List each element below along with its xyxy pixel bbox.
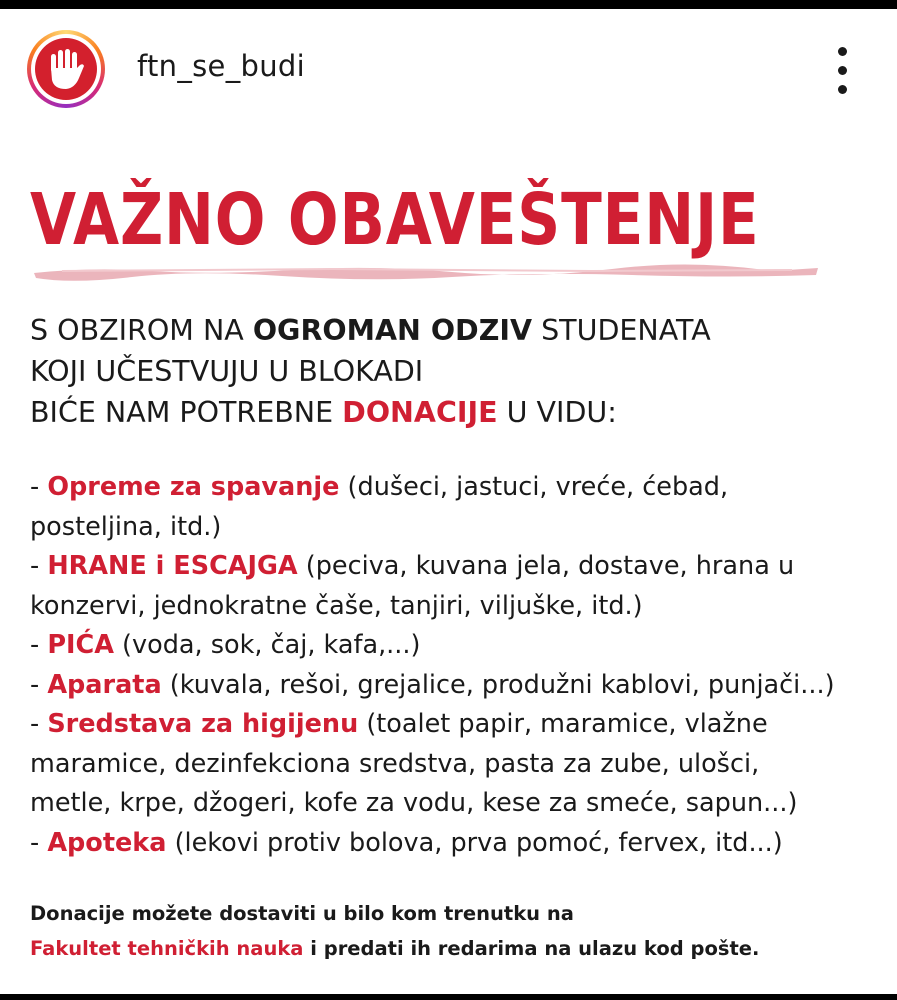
post-header: [0, 9, 897, 119]
brush-stroke-divider: [32, 262, 822, 282]
list-item: - Apoteka (lekovi protiv bolova, prva pomoć, fervex, itd...): [30, 827, 783, 858]
top-status-bar: [0, 0, 897, 9]
raised-hand-icon: [46, 48, 86, 92]
bottom-bar: [0, 994, 897, 1000]
list-item: - HRANE i ESCAJGA (peciva, kuvana jela, dostave, hrana u konzervi, jednokratne čaše, tanjiri, viljuške, itd.): [30, 551, 795, 621]
list-item: - Opreme za spavanje (dušeci, jastuci, vreće, ćebad, posteljina, itd.): [30, 472, 729, 542]
intro-text: S OBZIROM NA OGROMAN ODZIV STUDENATA KOJI UČESTVUJU U BLOKADI BIĆE NAM POTREBNE DONACIJE U VIDU:: [30, 314, 711, 429]
post-title: VAŽNO OBAVEŠTENJE: [30, 178, 760, 261]
donation-list: [30, 468, 890, 863]
vertical-dots-icon: [838, 47, 847, 56]
avatar[interactable]: [27, 30, 105, 108]
more-options-button[interactable]: [822, 43, 862, 99]
list-item: - Sredstava za higijenu (toalet papir, maramice, vlažne maramice, dezinfekciona sredstva, pasta za zube, ulošci, metle, krpe, džogeri, kofe za vodu, kese za smeće, sapun...): [30, 709, 798, 818]
username-link[interactable]: ftn_se_budi: [137, 49, 305, 83]
list-item: - PIĆA (voda, sok, čaj, kafa,...): [30, 630, 421, 660]
list-item: - Aparata (kuvala, rešoi, grejalice, produžni kablovi, punjači...): [30, 669, 835, 700]
footer-note: Donacije možete dostaviti u bilo kom trenutku na Fakultet tehničkih nauka i predati ih redarima na ulazu kod pošte.: [30, 902, 760, 960]
